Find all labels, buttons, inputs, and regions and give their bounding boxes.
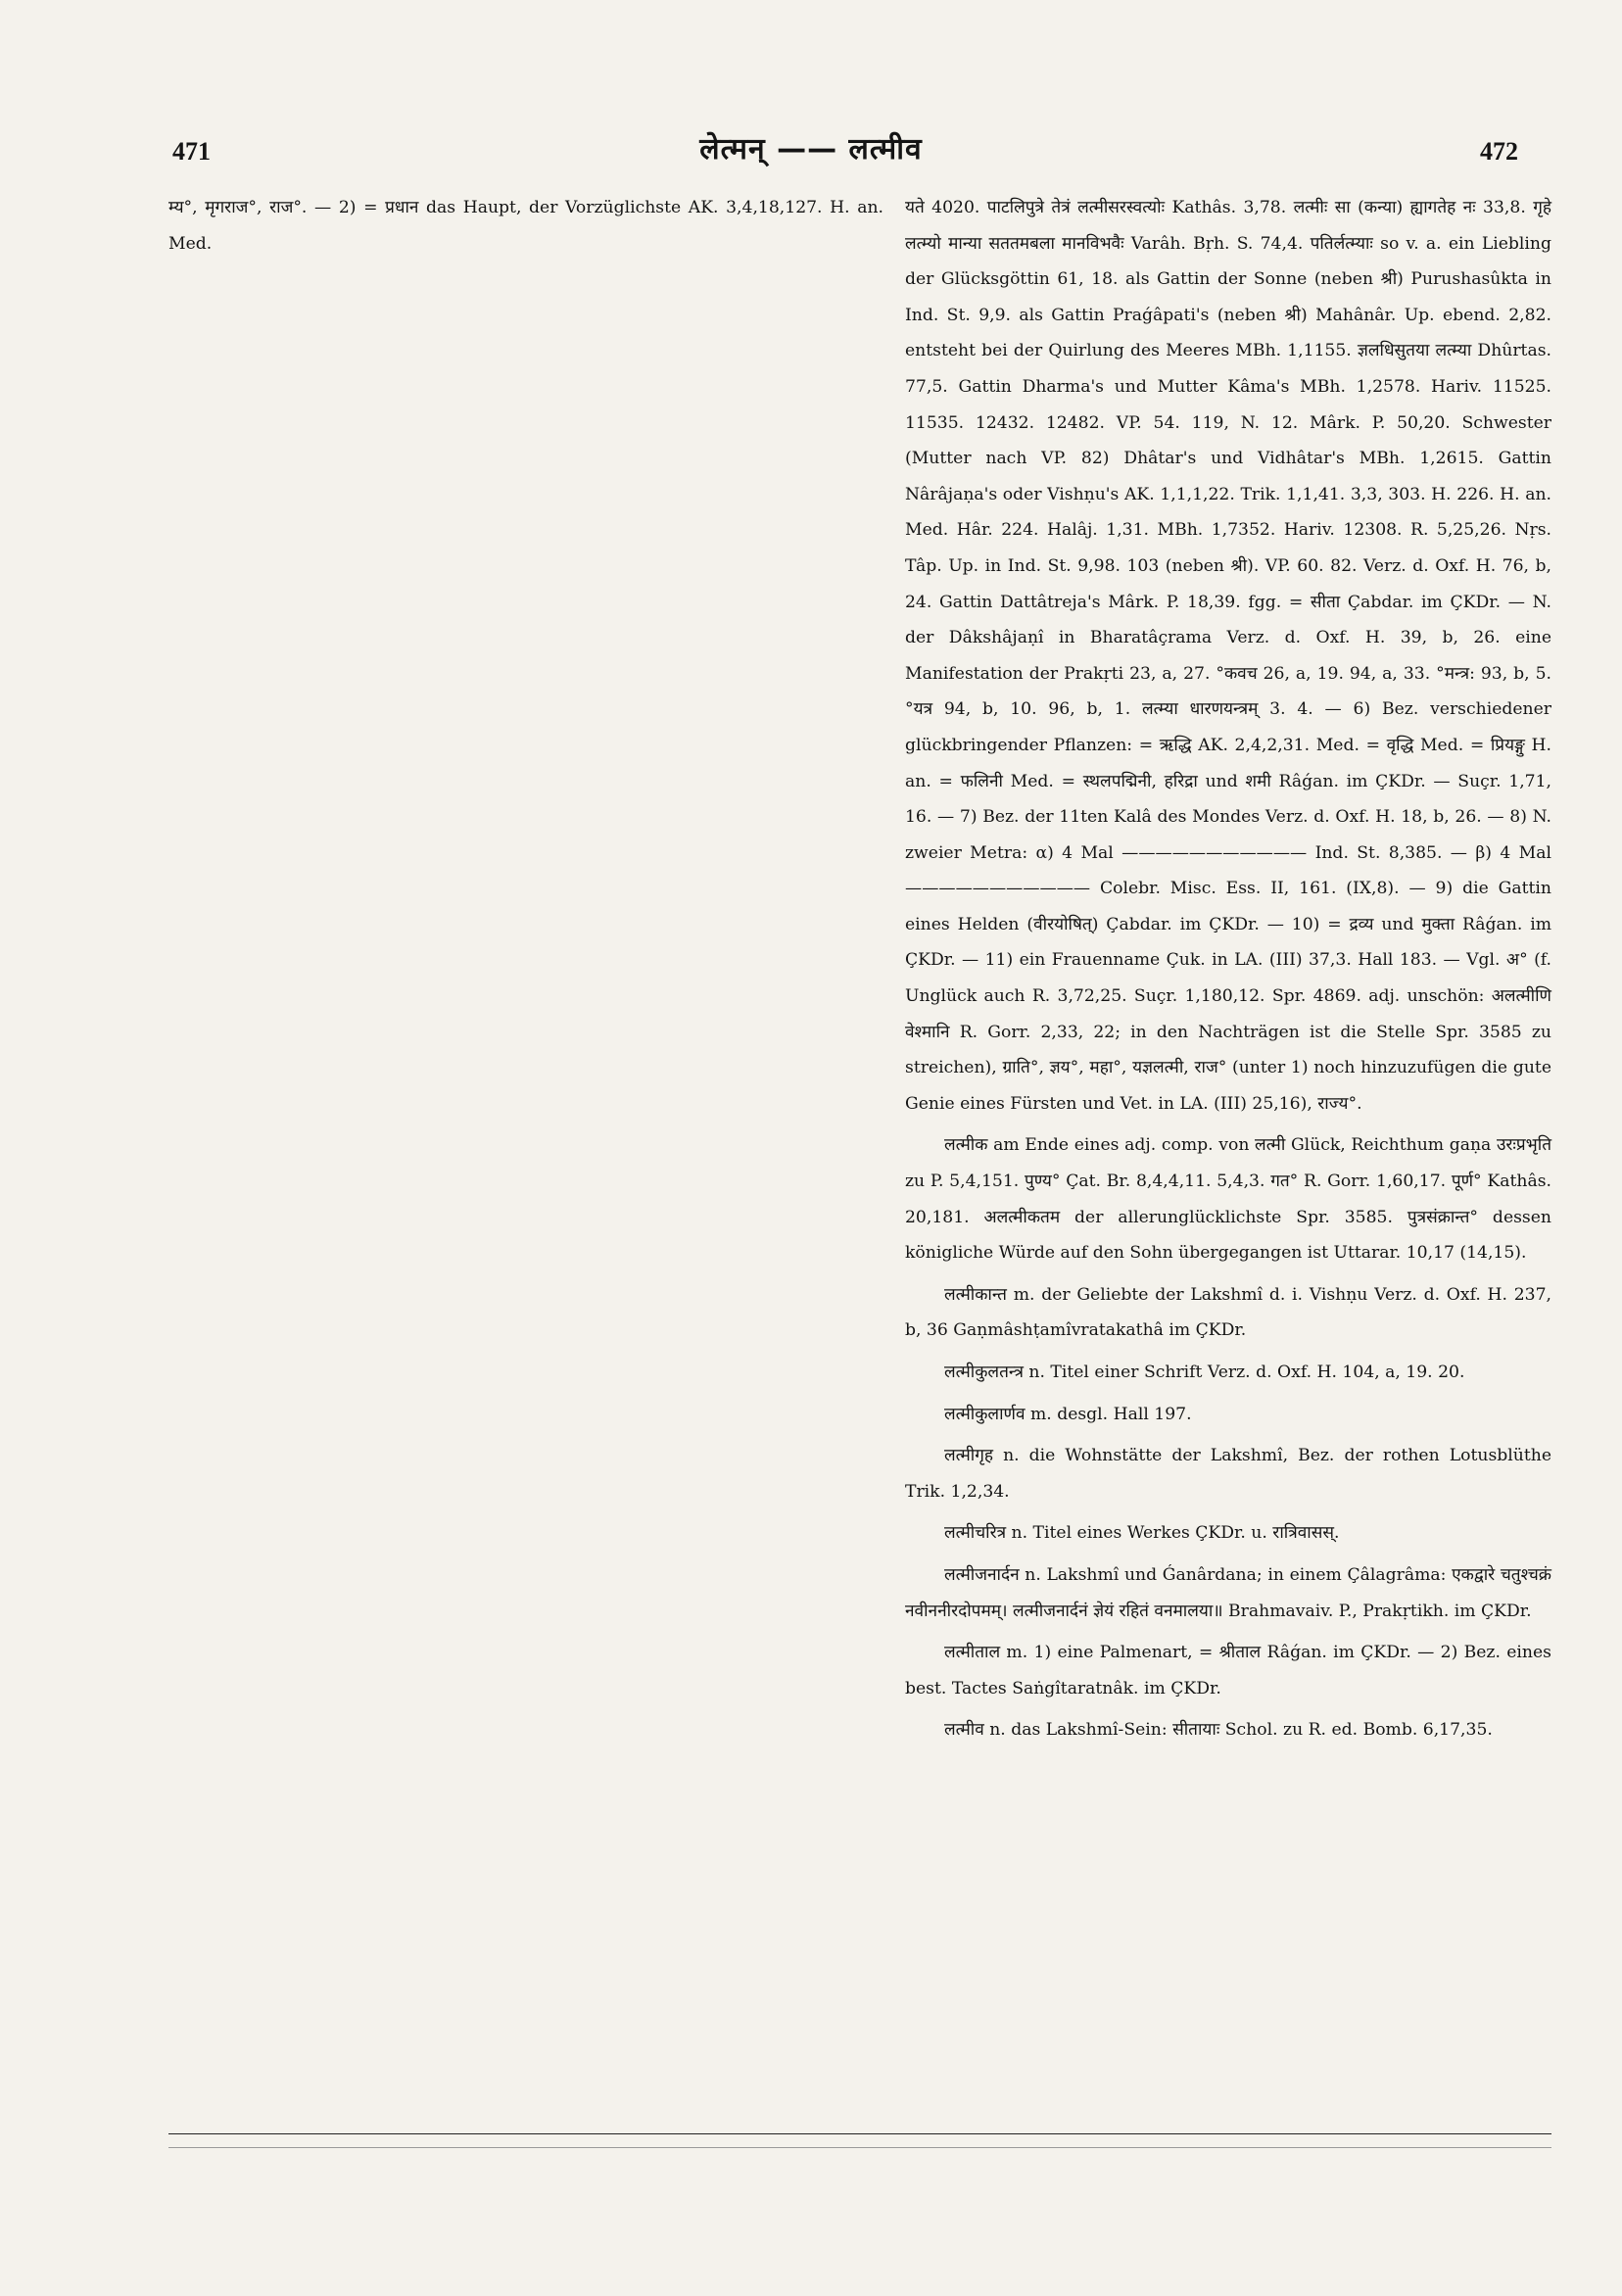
page-number-left: 471 (172, 137, 211, 166)
dictionary-entry: लत्मीकुलतन्त्र n. Titel einer Schrift Verz. d. Oxf. H. 104, a, 19. 20. (944, 1363, 1465, 1382)
paragraph: म्य°, मृगराज°, राज°. — 2) = प्रधान das Haupt, der Vorzüglichste AK. 3,4,18,127. H. an. Med. (168, 198, 883, 254)
dictionary-entry: लत्मीगृह n. die Wohnstätte der Lakshmî, Bez. der rothen Lotusblüthe Trik. 1,2,34. (905, 1446, 1551, 1502)
right-column (905, 190, 1551, 1748)
footer-rule-secondary (168, 2147, 1551, 2148)
dictionary-entry: लत्मीकुलार्णव m. desgl. Hall 197. (944, 1404, 1192, 1424)
dictionary-entry: लत्मीजनार्दन n. Lakshmî und Ǵanârdana; in einem Çâlagrâma: एकद्वारे चतुश्चक्रं नवीननीरदोपमम्। लत्मीजनार्दनं ज्ञेयं रहितं वनमालया॥ Brahmavaiv. P., Prakṛtikh. im ÇKDr. (905, 1564, 1551, 1621)
footer-rule (168, 2133, 1551, 2134)
paragraph: यते 4020. पाटलिपुत्रे तेत्रं लत्मीसरस्वत्योः Kathâs. 3,78. लत्मीः सा (कन्या) ह्यागतेह नः 33,8. गृहे लत्म्यो मान्या सततमबला मानविभवैः Varâh. Bṛh. S. 74,4. पतिर्लत्म्याः so v. a. ein Liebling der Glücksgöttin 61, 18. als Gattin der Sonne (neben श्री) Purushasûkta in Ind. St. 9,9. als Gattin Praǵâpati's (neben श्री) Mahânâr. Up. ebend. 2,82. entsteht bei der Quirlung des Meeres MBh. 1,1155. ज्ञलधिसुतया लत्म्या Dhûrtas. 77,5. Gattin Dharma's und Mutter Kâma's MBh. 1,2578. Hariv. 11525. 11535. 12432. 12482. VP. 54. 119, N. 12. Mârk. P. 50,20. Schwester (Mutter nach VP. 82) Dhâtar's und Vidhâtar's MBh. 1,2615. Gattin Nârâjaṇa's oder Vishṇu's AK. 1,1,1,22. Trik. 1,1,41. 3,3, 303. H. 226. H. an. Med. Hâr. 224. Halâj. 1,31. MBh. 1,7352. Hariv. 12308. R. 5,25,26. Nṛs. Tâp. Up. in Ind. St. 9,98. 103 (neben श्री). VP. 60. 82. Verz. d. Oxf. H. 76, b, 24. Gattin Dattâtreja's Mârk. P. 18,39. fgg. = सीता Çabdar. im ÇKDr. — N. der Dâkshâjaṇî in Bharatâçrama Verz. d. Oxf. H. 39, b, 26. eine Manifestation der Prakṛti 23, a, 27. °कवच 26, a, 19. 94, a, 33. °मन्त्र: 93, b, 5. °यत्र 94, b, 10. 96, b, 1. लत्म्या धारणयन्त्रम् 3. 4. — 6) Bez. verschiedener glückbringender Pflanzen: = ऋद्धि AK. 2,4,2,31. Med. = वृद्धि Med. = प्रियङ्गु H. an. = फलिनी Med. = स्थलपद्मिनी, हरिद्रा und शमी Râǵan. im ÇKDr. — Suçr. 1,71, 16. — 7) Bez. der 11ten Kalâ des Mondes Verz. d. Oxf. H. 18, b, 26. — 8) N. zweier Metra: α) 4 Mal ——————————— Ind. St. 8,385. — β) 4 Mal ——————————— Colebr. Misc. Ess. II, 161. (IX,8). — 9) die Gattin eines Helden (वीरयोषित्) Çabdar. im ÇKDr. — 10) = द्रव्य und मुक्ता Râǵan. im ÇKDr. — 11) ein Frauenname Çuk. in LA. (III) 37,3. Hall 183. — Vgl. अ° (f. Unglück auch R. 3,72,25. Suçr. 1,180,12. Spr. 4869. adj. unschön: अलत्मीणि वेश्मानि R. Gorr. 2,33, 22; in den Nachträgen ist die Stelle Spr. 3585 zu streichen), ग्राति°, ज्ञय°, महा°, यज्ञलत्मी, राज° (unter 1) noch hinzuzufügen die gute Genie eines Fürsten und Vet. in LA. (III) 25,16), राज्य°. (905, 198, 1551, 1114)
left-column (168, 190, 883, 262)
dictionary-entry: लत्मीताल m. 1) eine Palmenart, = श्रीताल Râǵan. im ÇKDr. — 2) Bez. eines best. Tactes Saṅgîtaratnâk. im ÇKDr. (905, 1643, 1551, 1698)
dictionary-entry: लत्मीक am Ende eines adj. comp. von लत्मी Glück, Reichthum gaṇa उरःप्रभृति zu P. 5,4,151. पुण्य° Çat. Br. 8,4,4,11. 5,4,3. गत° R. Gorr. 1,60,17. पूर्ण° Kathâs. 20,181. अलत्मीकतम der allerunglücklichste Spr. 3585. पुत्रसंक्रान्त° dessen königliche Würde auf den Sohn übergegangen ist Uttarar. 10,17 (14,15). (905, 1135, 1551, 1264)
dictionary-entry: लत्मीव n. das Lakshmî-Sein: सीतायाः Schol. zu R. ed. Bomb. 6,17,35. (944, 1720, 1493, 1741)
dictionary-entry: लत्मीचरित्र n. Titel eines Werkes ÇKDr. u. रात्रिवासस्. (944, 1523, 1340, 1544)
page-number-right: 472 (1480, 137, 1518, 166)
dictionary-entry: लत्मीकान्त m. der Geliebte der Lakshmî d. i. Vishṇu Verz. d. Oxf. H. 237, b, 36 Gaṇmâshṭamîvratakathâ im ÇKDr. (905, 1284, 1551, 1341)
running-head: लेत्मन् —— लत्मीव (699, 132, 923, 167)
